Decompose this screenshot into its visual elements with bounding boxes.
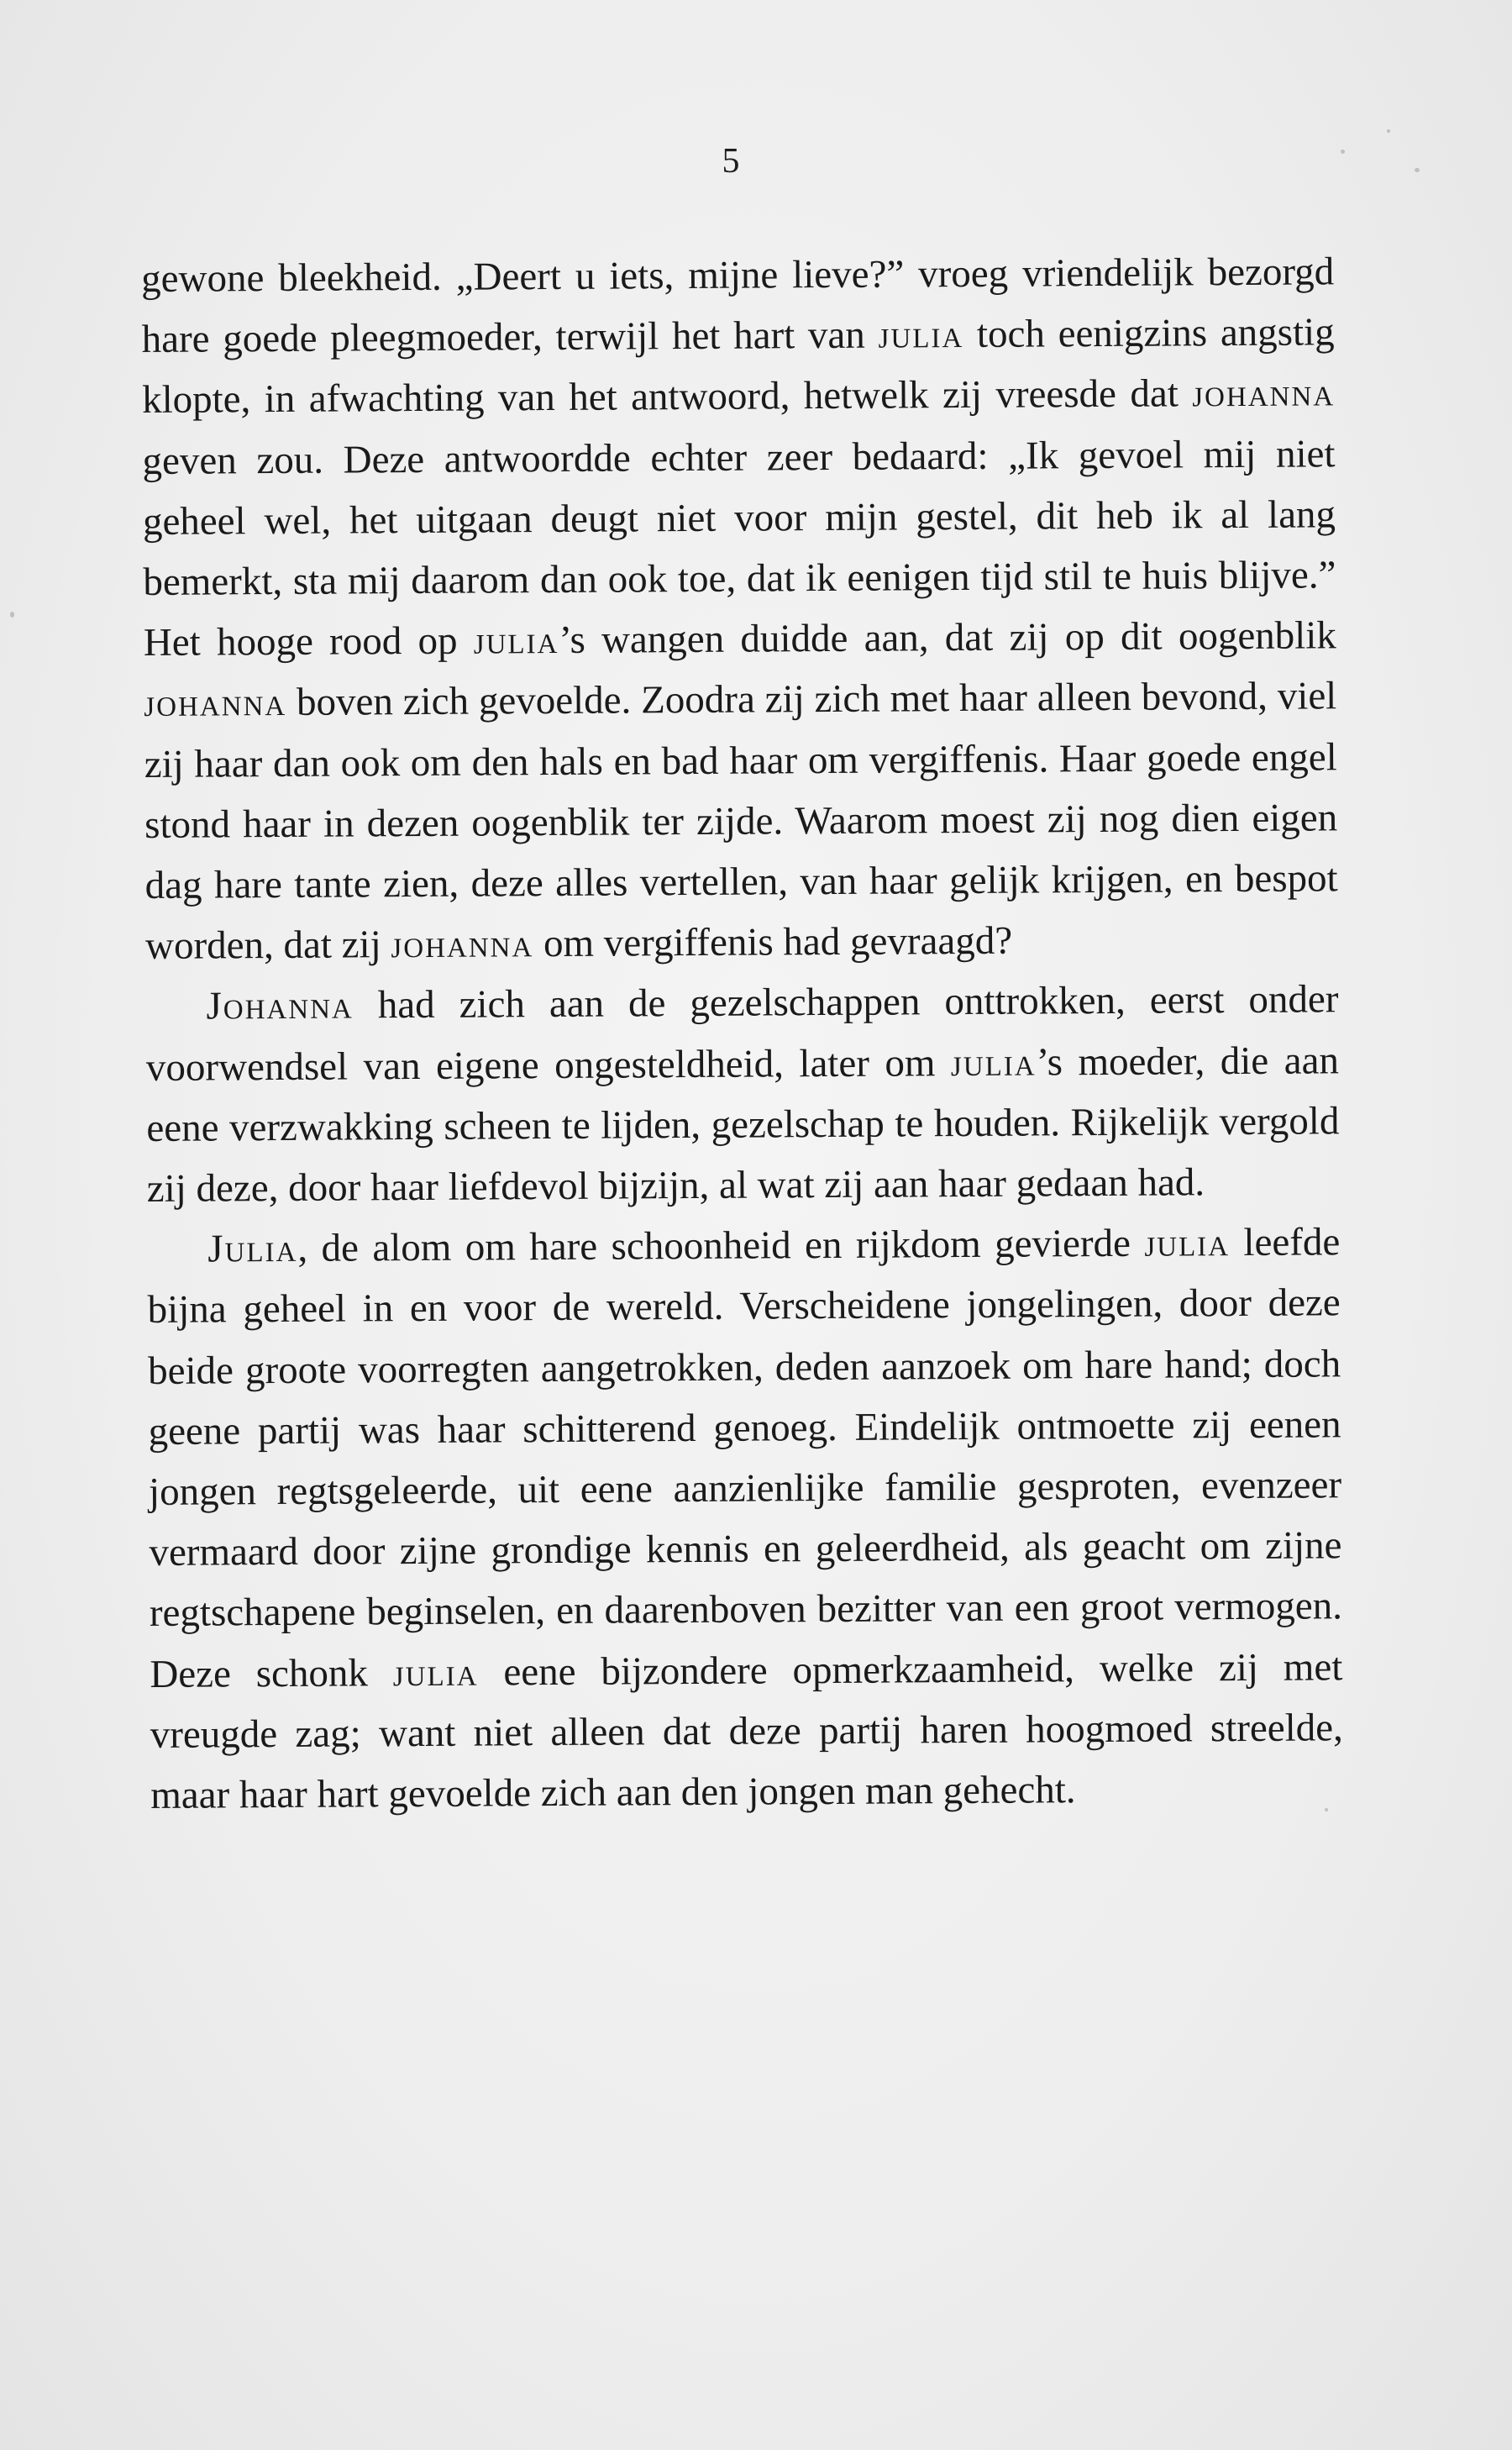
name-small-caps: johanna xyxy=(144,681,287,726)
paragraph xyxy=(147,1212,1343,1827)
body-text xyxy=(141,241,1343,1826)
text-run: , de alom om hare schoonheid en rijkdom gevierde xyxy=(297,1221,1145,1271)
text-run: ’s wangen duidde aan, dat zij op dit oogenblik xyxy=(559,613,1336,663)
paragraph xyxy=(145,970,1340,1219)
name-small-caps: julia xyxy=(392,1650,479,1695)
text-run: om vergiffenis had gevraagd? xyxy=(533,918,1013,966)
name-small-caps: julia xyxy=(1144,1221,1231,1265)
name-small-caps: johanna xyxy=(391,922,534,967)
text-run: boven zich gevoelde. Zoodra zij zich met haar alleen bevond, viel zij haar dan ook om den hals en bad haar om vergiffenis. Haar goede engel stond haar in dezen oogenblik ter zijde. Waarom moest zij nog dien eigen dag hare tante zien, deze alles vertellen, van haar gelijk krijgen, en bespot worden, dat zij xyxy=(144,674,1338,969)
scan-speck xyxy=(1387,129,1390,133)
text-run: geven zou. Deze antwoordde echter zeer bedaard: „Ik gevoel mij niet geheel wel, het uitgaan deugt niet voor mijn gestel, dit heb ik al lang bemerkt, sta mij daarom dan ook toe, dat ik eenigen tijd stil te huis blijve.” Het hooge rood op xyxy=(142,431,1336,665)
text-run: eene bijzondere opmerkzaamheid, welke zij met vreugde zag; want niet alleen dat deze partij haren hoogmoed streelde, maar haar hart gevoelde zich aan den jongen man gehecht. xyxy=(150,1644,1343,1818)
paragraph xyxy=(141,241,1338,976)
name-small-caps: johanna xyxy=(1192,371,1336,416)
page-number: 5 xyxy=(722,142,740,181)
scan-speck xyxy=(10,612,14,618)
text-run: ’s moeder, die aan eene verzwakking scheen te lijden, gezelschap te houden. Rijkelijk vergold zij deze, door haar liefdevol bijzijn, al wat zij aan haar gedaan had. xyxy=(146,1038,1340,1212)
name-small-caps: julia xyxy=(950,1040,1037,1085)
text-run: had zich aan de gezelschappen onttrokken, eerst onder voorwendsel van eigene ongesteldheid, later om xyxy=(145,977,1339,1090)
name-small-caps: julia xyxy=(473,618,559,663)
text-run: leefde bijna geheel in en voor de wereld. Verscheidene jongelingen, door deze beide groote voorregten aangetrokken, deden aanzoek om hare hand; doch geene partij was haar schitterend genoeg. Eindelijk ontmoette zij eenen jongen regtsgeleerde, uit eene aanzienlijke familie gesproten, evenzeer vermaard door zijne grondige kennis en geleerdheid, als geacht om zijne regtschapene beginselen, en daarenboven bezitter van een groot vermogen. Deze schonk xyxy=(147,1220,1343,1696)
name-small-caps: julia xyxy=(878,313,964,357)
text-run: gewone bleekheid. „Deert u iets, mijne lieve?” vroeg vriendelijk bezorgd hare goede pleegmoeder, terwijl het hart van xyxy=(141,250,1335,362)
text-run: toch eenigzins angstig klopte, in afwachting van het antwoord, hetwelk zij vreesde dat xyxy=(141,310,1335,423)
name-small-caps: Julia xyxy=(207,1227,298,1271)
name-small-caps: Johanna xyxy=(206,983,354,1028)
